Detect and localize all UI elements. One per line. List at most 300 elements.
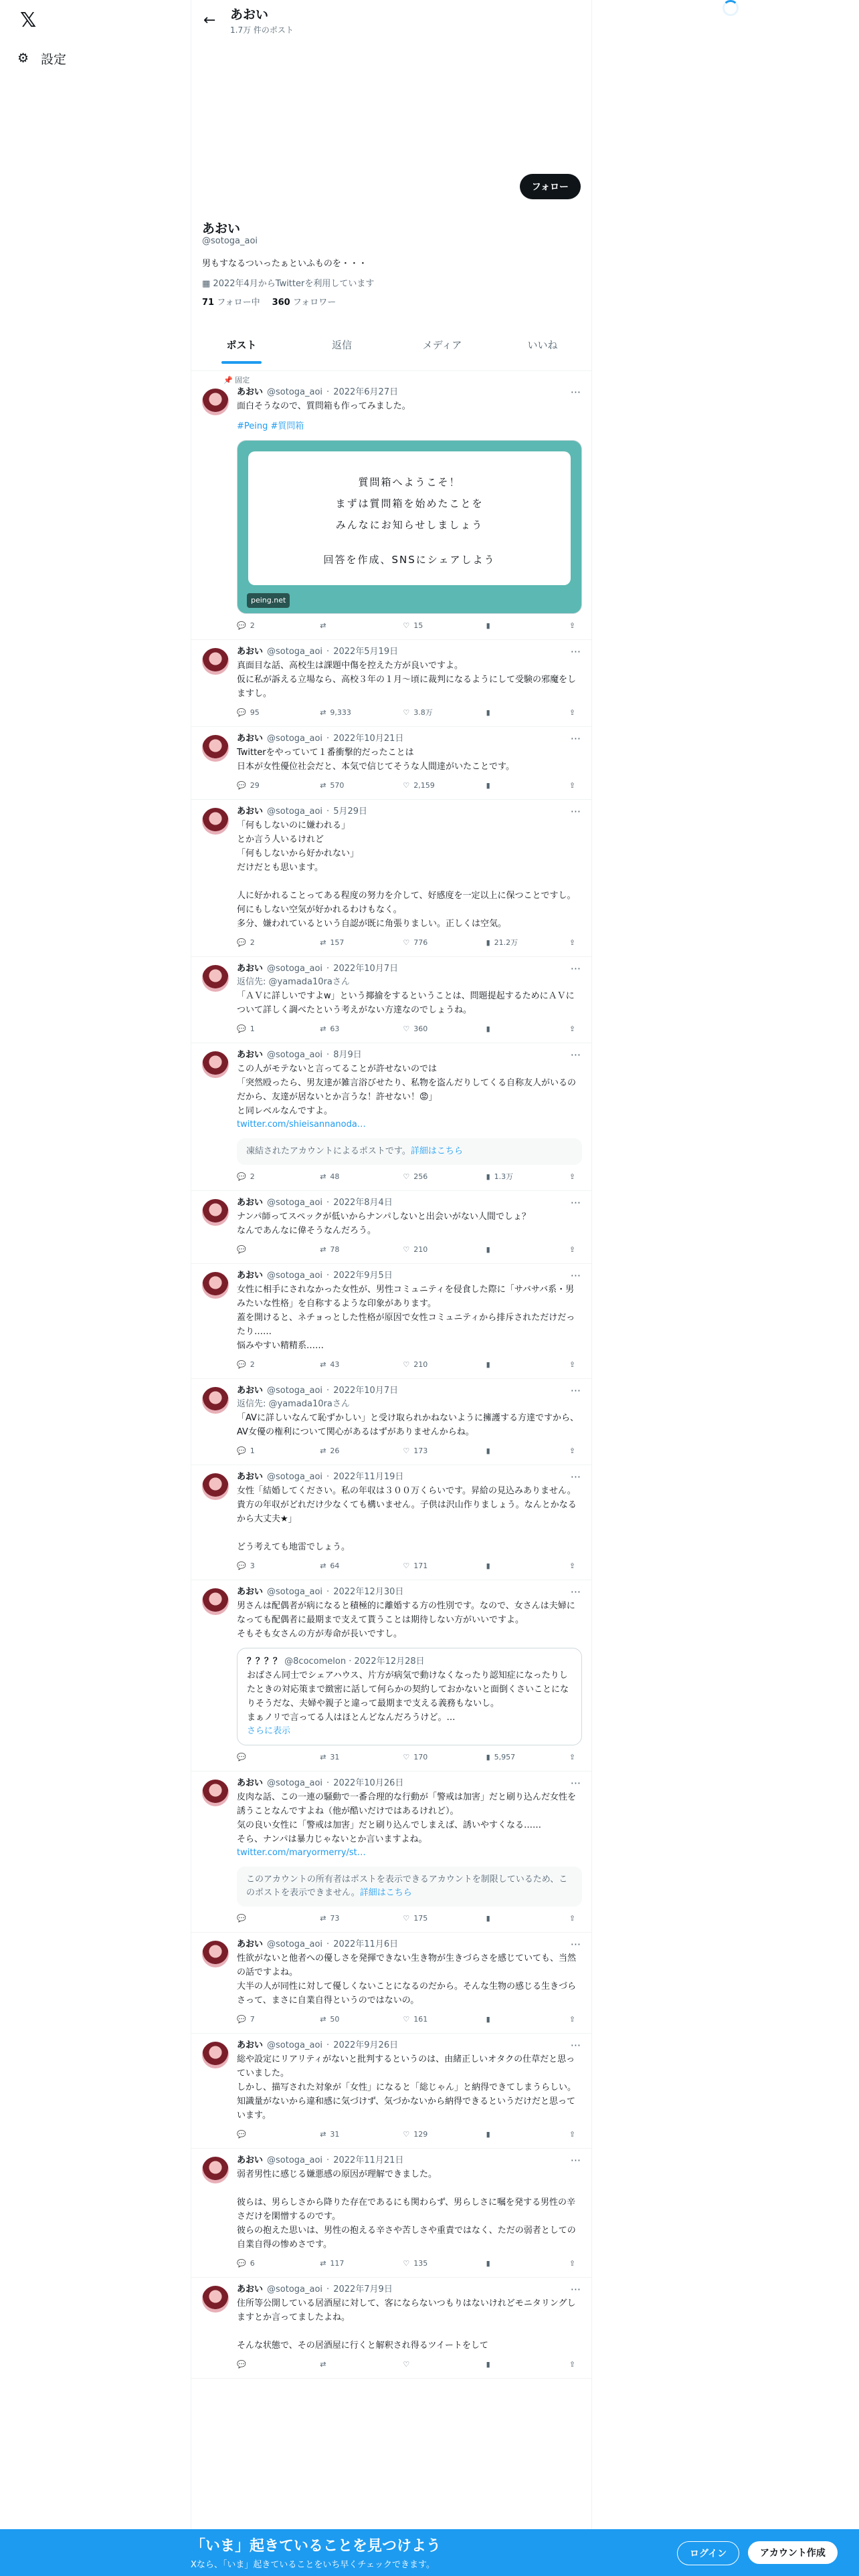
share-icon: ⇪ <box>569 1753 575 1761</box>
avatar[interactable] <box>202 2042 229 2068</box>
retweet-count: 31 <box>330 1753 340 1761</box>
author-handle[interactable]: @sotoga_aoi <box>267 1271 323 1281</box>
views-button[interactable] <box>486 1170 553 1184</box>
followers-link[interactable] <box>272 295 337 308</box>
tweet-date[interactable]: 2022年8月4日 <box>333 1198 393 1208</box>
tweet-date[interactable]: 2022年7月9日 <box>333 2284 393 2294</box>
tweet[interactable] <box>191 727 592 800</box>
share-button[interactable] <box>569 2257 575 2270</box>
share-button[interactable] <box>569 619 575 633</box>
author-handle[interactable]: @sotoga_aoi <box>267 1050 323 1060</box>
views-icon: ▮ <box>486 1446 490 1455</box>
share-icon: ⇪ <box>569 1025 575 1033</box>
more-icon[interactable]: ··· <box>570 1196 581 1209</box>
following-label: フォロー中 <box>217 298 260 308</box>
author-name[interactable]: あおい <box>237 1386 264 1396</box>
tweet-text: 女性「結婚してください。私の年収は３００万くらいです。昇給の見込みありません。貴方の年収がどれだけ少なくても構いません。子供は沢山作りましょう。なんとかなるから大丈夫★」 どう考えても地雷でしょう。 <box>237 1486 577 1552</box>
more-icon[interactable]: ··· <box>570 2039 581 2052</box>
reply-button[interactable] <box>237 936 304 950</box>
retweet-icon: ⇄ <box>320 1025 326 1033</box>
card-line: 質問箱へようこそ！ <box>358 476 461 488</box>
tweet[interactable] <box>191 1191 592 1264</box>
retweet-icon: ⇄ <box>320 938 326 947</box>
action-bar <box>237 1243 582 1257</box>
tweet-header <box>237 732 582 746</box>
left-nav <box>0 0 191 2576</box>
views-button[interactable] <box>486 2358 553 2371</box>
tweet[interactable] <box>191 1580 592 1772</box>
author-name[interactable]: あおい <box>237 1050 264 1060</box>
like-button[interactable] <box>403 2128 470 2141</box>
show-more-link[interactable]: さらに表示 <box>247 1726 291 1736</box>
like-count: 3.8万 <box>413 708 433 717</box>
tweet-date[interactable]: 2022年10月7日 <box>333 1386 399 1396</box>
author-name[interactable]: あおい <box>237 647 264 657</box>
retweet-button[interactable] <box>320 1023 387 1036</box>
settings-link[interactable] <box>17 47 66 70</box>
more-icon[interactable]: ··· <box>570 1049 581 1061</box>
tweet-date[interactable]: 2022年12月30日 <box>333 1587 404 1597</box>
share-button[interactable] <box>569 1560 575 1573</box>
retweet-icon: ⇄ <box>320 781 326 790</box>
retweet-button[interactable] <box>320 779 387 792</box>
retweet-button[interactable] <box>320 2128 387 2141</box>
views-button[interactable] <box>486 1560 553 1573</box>
views-icon: ▮ <box>486 781 490 790</box>
action-bar <box>237 2257 582 2270</box>
tweet-text: 真面目な話、高校生は課題中傷を控えた方が良いですよ。 仮に私が訴える立場なら、高校３年の１月〜頃に裁判になるようにして受験の邪魔をしますし。 <box>237 661 577 699</box>
reply-count: 2 <box>250 1360 255 1369</box>
avatar[interactable] <box>202 1473 229 1500</box>
more-icon[interactable]: ··· <box>570 805 581 818</box>
tweet[interactable] <box>191 1264 592 1379</box>
profile-bio: 男もすなるついったぁといふものを・・・ <box>202 259 367 269</box>
tweet-header <box>237 1938 582 1951</box>
share-icon: ⇪ <box>569 2130 575 2139</box>
retweet-button[interactable] <box>320 1751 387 1764</box>
more-icon[interactable]: ··· <box>570 645 581 658</box>
more-icon[interactable]: ··· <box>570 732 581 745</box>
retweet-icon: ⇄ <box>320 1360 326 1369</box>
tweet-link[interactable]: twitter.com/shieisannanoda… <box>237 1119 366 1130</box>
tweet[interactable] <box>191 800 592 957</box>
reply-icon: 💬 <box>237 1025 246 1033</box>
author-handle[interactable]: @sotoga_aoi <box>267 2040 323 2050</box>
reply-icon: 💬 <box>237 1753 246 1761</box>
reply-count: 7 <box>250 2015 255 2024</box>
tab-media[interactable]: メディア <box>422 339 462 351</box>
author-name[interactable]: あおい <box>237 1198 264 1208</box>
retweet-button[interactable] <box>320 1560 387 1573</box>
tweet-text: 「AVに詳しいなんて恥ずかしい」と受け取られかねないように擁護する方達ですから、AV女優の権利について関心があるはずがありませんからね。 <box>237 1413 579 1437</box>
reply-to[interactable]: 返信先: @yamada10raさん <box>237 1399 350 1409</box>
retweet-icon: ⇄ <box>320 708 326 717</box>
tweet-text: ナンパ師ってスペックが低いからナンパしないと出会いがない人間でしょ？ なんであんなに偉そうなんだろう。 <box>237 1212 531 1236</box>
author-handle[interactable]: @sotoga_aoi <box>267 1472 323 1482</box>
views-button[interactable] <box>486 706 553 720</box>
author-name[interactable]: あおい <box>237 387 264 397</box>
login-button[interactable]: ログイン <box>677 2541 739 2565</box>
views-button[interactable] <box>486 1243 553 1257</box>
views-button[interactable] <box>486 619 553 633</box>
reply-button[interactable] <box>237 2358 304 2371</box>
following-link[interactable] <box>202 295 260 308</box>
joined-text: 2022年4月からTwitterを利用しています <box>213 279 375 289</box>
views-icon: ▮ <box>486 621 490 630</box>
more-icon[interactable]: ··· <box>570 1586 581 1598</box>
share-icon: ⇪ <box>569 1172 575 1181</box>
like-button[interactable] <box>403 619 470 633</box>
separator: · <box>326 1271 330 1281</box>
tweet[interactable] <box>191 2149 592 2278</box>
reply-icon: 💬 <box>237 1914 246 1923</box>
share-button[interactable] <box>569 1170 575 1184</box>
separator: · <box>326 1386 330 1396</box>
share-button[interactable] <box>569 1444 575 1458</box>
tweet[interactable] <box>191 1379 592 1465</box>
tweet-date[interactable]: 2022年10月26日 <box>333 1778 404 1788</box>
author-handle[interactable]: @sotoga_aoi <box>267 964 323 974</box>
author-name[interactable]: あおい <box>237 2284 264 2294</box>
retweet-icon: ⇄ <box>320 2130 326 2139</box>
author-handle[interactable]: @sotoga_aoi <box>267 1198 323 1208</box>
author-handle[interactable]: @sotoga_aoi <box>267 1778 323 1788</box>
like-button[interactable] <box>403 1444 470 1458</box>
author-handle[interactable]: @sotoga_aoi <box>267 807 323 817</box>
quoted-text: おばさん同士でシェアハウス、片方が病気で動けなくなったり認知症になったりしたときの対応策まで緻密に話して何らかの契約しておかないと面倒くさいことになりそうだな、夫婦や親子と違って最期まで支える義務もないし。 まぁノリで言ってる人はほとんどなんだろうけど。… <box>247 1671 569 1723</box>
reply-button[interactable] <box>237 1243 304 1257</box>
card-image <box>248 451 571 585</box>
separator: · <box>346 1656 355 1667</box>
more-icon[interactable]: ··· <box>570 386 581 399</box>
share-icon: ⇪ <box>569 781 575 790</box>
avatar[interactable] <box>202 2157 229 2183</box>
reply-button[interactable] <box>237 1560 304 1573</box>
reply-to[interactable]: 返信先: @yamada10raさん <box>237 977 350 987</box>
separator: · <box>326 1050 330 1060</box>
avatar[interactable] <box>202 648 229 675</box>
tab-likes[interactable]: いいね <box>527 339 558 351</box>
avatar[interactable] <box>202 735 229 762</box>
views-button[interactable] <box>486 2257 553 2270</box>
reply-count: 2 <box>250 621 255 630</box>
tweet-header <box>237 386 582 399</box>
tweet[interactable] <box>191 957 592 1043</box>
tweet[interactable] <box>191 2034 592 2149</box>
separator: · <box>326 1939 330 1949</box>
share-icon: ⇪ <box>569 621 575 630</box>
author-name[interactable]: あおい <box>237 964 264 974</box>
retweet-button[interactable] <box>320 2358 387 2371</box>
author-handle[interactable]: @sotoga_aoi <box>267 1939 323 1949</box>
author-name[interactable]: あおい <box>237 1271 264 1281</box>
author-name[interactable]: あおい <box>237 1939 264 1949</box>
retweet-button[interactable] <box>320 1358 387 1372</box>
author-handle[interactable]: @sotoga_aoi <box>267 2155 323 2165</box>
tweet-date[interactable]: 2022年6月27日 <box>333 387 399 397</box>
tweet-date[interactable]: 2022年5月19日 <box>333 647 399 657</box>
like-button[interactable] <box>403 1170 470 1184</box>
reply-icon: 💬 <box>237 2015 246 2024</box>
tweet-date[interactable]: 2022年10月21日 <box>333 734 404 744</box>
like-icon: ♡ <box>403 1360 410 1369</box>
reply-button[interactable] <box>237 2128 304 2141</box>
profile-handle: @sotoga_aoi <box>202 236 258 246</box>
more-icon[interactable]: ··· <box>570 2154 581 2167</box>
card-line: みんなにお知らせしましょう <box>335 519 484 531</box>
retweet-button[interactable] <box>320 1243 387 1257</box>
tweet[interactable] <box>191 640 592 727</box>
avatar[interactable] <box>202 1272 229 1299</box>
author-name[interactable]: あおい <box>237 2040 264 2050</box>
like-icon: ♡ <box>403 938 410 947</box>
tweet[interactable] <box>191 1043 592 1191</box>
reply-button[interactable] <box>237 1170 304 1184</box>
post-count: 1.7万 件のポスト <box>230 25 294 35</box>
reply-button[interactable] <box>237 1751 304 1764</box>
author-handle[interactable]: @sotoga_aoi <box>267 2284 323 2294</box>
like-count: 360 <box>413 1025 428 1033</box>
action-bar <box>237 2013 582 2026</box>
tweet-text: この人がモテないと言ってることが許せないのでは 「突然殴ったら、男友達が雑言浴びせたり、私物を盗んだりしてくる自称友人がいるのだから、友達が居ないとか言うな！許せない！😡」 と同レベルなんですよ。 <box>237 1064 577 1116</box>
share-button[interactable] <box>569 1358 575 1372</box>
author-name[interactable]: あおい <box>237 1587 264 1597</box>
retweet-button[interactable] <box>320 936 387 950</box>
tab-posts[interactable]: ポスト <box>191 326 292 370</box>
notice-link[interactable]: 詳細はこちら <box>359 1888 412 1898</box>
profile-joined <box>202 276 374 289</box>
views-icon: ▮ <box>486 1025 490 1033</box>
avatar[interactable] <box>202 1199 229 1226</box>
tweet-date[interactable]: 2022年11月21日 <box>333 2155 404 2165</box>
author-name[interactable]: あおい <box>237 1778 264 1788</box>
share-button[interactable] <box>569 2128 575 2141</box>
author-name[interactable]: あおい <box>237 734 264 744</box>
views-button[interactable] <box>486 936 553 950</box>
reply-count: 1 <box>250 1446 255 1455</box>
notice-text: このアカウントの所有者はポストを表示できるアカウントを制限しているため、このポストを表示できません。 <box>246 1874 568 1898</box>
views-button[interactable] <box>486 2013 553 2026</box>
like-icon: ♡ <box>403 2360 410 2369</box>
more-icon[interactable]: ··· <box>570 1269 581 1282</box>
reply-count: 29 <box>250 781 260 790</box>
like-icon: ♡ <box>403 2015 410 2024</box>
like-button[interactable] <box>403 1243 470 1257</box>
action-bar <box>237 1444 582 1458</box>
author-handle[interactable]: @sotoga_aoi <box>267 1386 323 1396</box>
retweet-button[interactable] <box>320 2013 387 2026</box>
like-button[interactable] <box>403 779 470 792</box>
retweet-button[interactable] <box>320 1912 387 1925</box>
avatar[interactable] <box>202 1387 229 1414</box>
like-button[interactable] <box>403 2257 470 2270</box>
share-button[interactable] <box>569 1023 575 1036</box>
like-count: 173 <box>413 1446 428 1455</box>
author-name[interactable]: あおい <box>237 1472 264 1482</box>
notice-link[interactable]: 詳細はこちら <box>410 1146 463 1156</box>
more-icon[interactable]: ··· <box>570 1777 581 1790</box>
retweet-button[interactable] <box>320 619 387 633</box>
reply-button[interactable] <box>237 619 304 633</box>
reply-button[interactable] <box>237 779 304 792</box>
more-icon[interactable]: ··· <box>570 1471 581 1483</box>
action-bar <box>237 936 582 950</box>
tweet-date[interactable]: 2022年11月6日 <box>333 1939 399 1949</box>
tweet-header <box>237 645 582 659</box>
hashtags[interactable]: #Peing #質問箱 <box>237 421 304 431</box>
x-logo-icon[interactable]: 𝕏 <box>20 9 37 32</box>
tweet-date[interactable]: 5月29日 <box>333 807 368 817</box>
action-bar <box>237 1170 582 1184</box>
tweet[interactable] <box>191 1465 592 1580</box>
like-count: 129 <box>413 2130 428 2139</box>
tweet[interactable] <box>191 1772 592 1933</box>
avatar[interactable] <box>202 965 229 992</box>
share-button[interactable] <box>569 779 575 792</box>
reply-button[interactable] <box>237 2257 304 2270</box>
like-count: 171 <box>413 1562 428 1570</box>
views-count: 21.2万 <box>494 938 518 947</box>
like-button[interactable] <box>403 1358 470 1372</box>
retweet-button[interactable] <box>320 1444 387 1458</box>
avatar[interactable] <box>202 1588 229 1615</box>
tweet-date[interactable]: 2022年11月19日 <box>333 1472 404 1482</box>
share-icon: ⇪ <box>569 1914 575 1923</box>
more-icon[interactable]: ··· <box>570 2283 581 2296</box>
author-handle[interactable]: @sotoga_aoi <box>267 647 323 657</box>
tweet[interactable] <box>191 371 592 640</box>
reply-button[interactable] <box>237 1358 304 1372</box>
like-count: 210 <box>413 1360 428 1369</box>
views-count: 1.3万 <box>494 1172 514 1181</box>
like-button[interactable] <box>403 1023 470 1036</box>
avatar[interactable] <box>202 2286 229 2313</box>
like-button[interactable] <box>403 706 470 720</box>
views-icon: ▮ <box>486 1172 490 1181</box>
share-button[interactable] <box>569 1912 575 1925</box>
retweet-button[interactable] <box>320 1170 387 1184</box>
reply-count: 2 <box>250 938 255 947</box>
views-button[interactable] <box>486 1751 553 1764</box>
share-button[interactable] <box>569 2013 575 2026</box>
tweet-header <box>237 805 582 819</box>
quoted-handle: @8cocomelon <box>284 1656 347 1667</box>
signup-button[interactable]: アカウント作成 <box>748 2541 838 2564</box>
tweet-link[interactable]: twitter.com/maryormerry/st… <box>237 1848 366 1858</box>
back-arrow-icon[interactable]: ← <box>203 11 216 29</box>
like-button[interactable] <box>403 1912 470 1925</box>
quoted-tweet[interactable] <box>237 1648 582 1745</box>
share-button[interactable] <box>569 1751 575 1764</box>
follow-button[interactable]: フォロー <box>520 174 581 199</box>
reply-button[interactable] <box>237 1023 304 1036</box>
link-card[interactable] <box>237 440 582 614</box>
views-button[interactable] <box>486 779 553 792</box>
share-button[interactable] <box>569 2358 575 2371</box>
like-icon: ♡ <box>403 1025 410 1033</box>
author-name[interactable]: あおい <box>237 807 264 817</box>
views-button[interactable] <box>486 1023 553 1036</box>
more-icon[interactable]: ··· <box>570 962 581 975</box>
reply-button[interactable] <box>237 1444 304 1458</box>
views-button[interactable] <box>486 1358 553 1372</box>
like-icon: ♡ <box>403 1753 410 1761</box>
separator: · <box>326 1778 330 1788</box>
views-button[interactable] <box>486 1912 553 1925</box>
reply-button[interactable] <box>237 2013 304 2026</box>
author-name[interactable]: あおい <box>237 2155 264 2165</box>
tweet-header <box>237 2154 582 2167</box>
tweet-header <box>237 1049 582 1062</box>
tweet-feed <box>191 371 592 2379</box>
tweet-date[interactable]: 2022年10月7日 <box>333 964 399 974</box>
tweet-text: 「何もしないのに嫌われる」 とか言う人いるけれど 「何もしないから好かれない」 だけだとも思います。 人に好かれることってある程度の努力を介して、好感度を一定以上に保つことですし。 何にもしない空気が好かれるわけもなく。 多分、嫌われているという自認が既に角張りましい。正しくは空気。 <box>237 821 576 929</box>
author-handle[interactable]: @sotoga_aoi <box>267 1587 323 1597</box>
quoted-author: ？？？？ <box>247 1656 282 1667</box>
tweet[interactable] <box>191 2278 592 2379</box>
tweet-date[interactable]: 2022年9月26日 <box>333 2040 399 2050</box>
tweet-date[interactable]: 2022年9月5日 <box>333 1271 393 1281</box>
reply-count: 6 <box>250 2259 255 2268</box>
like-button[interactable] <box>403 2358 470 2371</box>
reply-count: 3 <box>250 1562 255 1570</box>
action-bar <box>237 619 582 633</box>
share-button[interactable] <box>569 936 575 950</box>
retweet-count: 78 <box>330 1245 340 1254</box>
like-button[interactable] <box>403 2013 470 2026</box>
reply-button[interactable] <box>237 1912 304 1925</box>
author-handle[interactable]: @sotoga_aoi <box>267 387 323 397</box>
reply-button[interactable] <box>237 706 304 720</box>
like-button[interactable] <box>403 1560 470 1573</box>
separator: · <box>326 387 330 397</box>
views-button[interactable] <box>486 2128 553 2141</box>
tweet-header <box>237 2283 582 2296</box>
avatar[interactable] <box>202 808 229 835</box>
tab-replies[interactable]: 返信 <box>331 339 352 351</box>
author-handle[interactable]: @sotoga_aoi <box>267 734 323 744</box>
retweet-button[interactable] <box>320 706 387 720</box>
avatar[interactable] <box>202 389 229 415</box>
tweet-header <box>237 962 582 976</box>
views-icon: ▮ <box>486 1245 490 1254</box>
retweet-button[interactable] <box>320 2257 387 2270</box>
tweet-text: 「ＡＶに詳しいですよw」という揶揄をするということは、問題提起するためにＡＶについて詳しく調べたという考えがない方達なのでしょうね。 <box>237 991 575 1015</box>
more-icon[interactable]: ··· <box>570 1938 581 1951</box>
tweet[interactable] <box>191 1933 592 2034</box>
views-button[interactable] <box>486 1444 553 1458</box>
more-icon[interactable]: ··· <box>570 1384 581 1397</box>
avatar[interactable] <box>202 1780 229 1806</box>
action-bar <box>237 1358 582 1372</box>
share-button[interactable] <box>569 706 575 720</box>
avatar[interactable] <box>202 1941 229 1967</box>
separator: · <box>326 2155 330 2165</box>
like-button[interactable] <box>403 1751 470 1764</box>
header-bar <box>191 0 591 40</box>
profile-banner <box>191 40 591 164</box>
reply-icon: 💬 <box>237 621 246 630</box>
unavailable-notice <box>237 1138 582 1165</box>
views-icon: ▮ <box>486 2360 490 2369</box>
like-button[interactable] <box>403 936 470 950</box>
share-button[interactable] <box>569 1243 575 1257</box>
like-count: 170 <box>413 1753 428 1761</box>
separator: · <box>326 1198 330 1208</box>
signup-banner-title: 「いま」起きていることを見つけよう <box>191 2538 442 2555</box>
tweet-date[interactable]: 8月9日 <box>333 1050 362 1060</box>
avatar[interactable] <box>202 1051 229 1078</box>
